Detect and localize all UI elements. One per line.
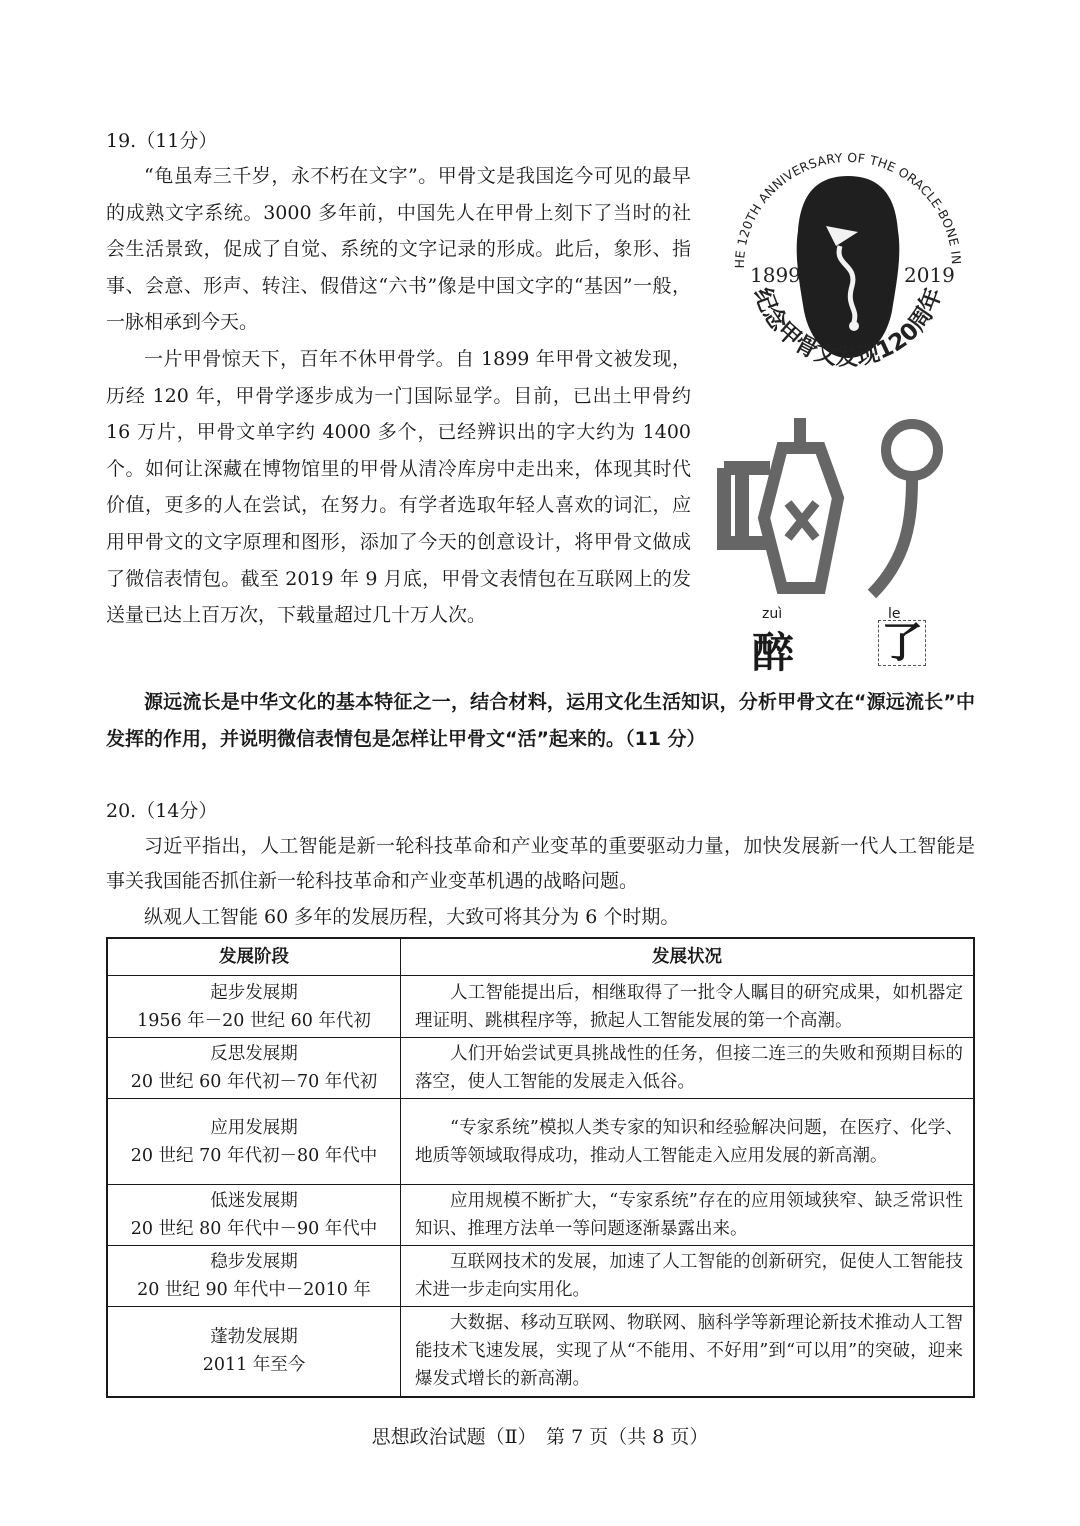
page-footer: 思想政治试题（Ⅱ） 第 7 页（共 8 页） <box>371 1426 709 1448</box>
pinyin-zui: zuì <box>762 606 783 622</box>
header-stage: 发展阶段 <box>107 938 401 976</box>
status-text: 大数据、移动互联网、物联网、脑科学等新理论新技术推动人工智能技术飞速发展，实现了从“不能用、不好用”到“可以用”的突破，迎来爆发式增长的新高潮。 <box>415 1313 963 1390</box>
status-text: “专家系统”模拟人类专家的知识和经验解决问题，在医疗、化学、地质等领域取得成功，推动人工智能走入应用发展的新高潮。 <box>415 1117 963 1166</box>
stage-name: 应用发展期 <box>210 1117 298 1138</box>
seal-cn-text: 纪念甲骨文发现120周年 <box>748 284 948 371</box>
stage-name: 低迷发展期 <box>210 1191 298 1211</box>
stage-cell <box>107 1246 401 1307</box>
stage-cell <box>107 1307 401 1397</box>
table-header-row <box>107 938 974 976</box>
stage-period: 2011 年至今 <box>202 1355 306 1376</box>
question-19-heading: 19.（11分） <box>106 130 218 152</box>
q19-question: 源远流长是中华文化的基本特征之一，结合材料，运用文化生活知识，分析甲骨文在“源远流长”中发挥的作用，并说明微信表情包是怎样让甲骨文“活”起来的。（11 分） <box>106 691 975 750</box>
oracle-glyph-art <box>712 408 972 608</box>
table-row <box>107 976 974 1038</box>
table-row <box>107 1038 974 1099</box>
status-text: 互联网技术的发展，加速了人工智能的创新研究，促使人工智能技术进一步走向实用化。 <box>415 1252 963 1300</box>
q20-paragraph-1: 习近平指出，人工智能是新一轮科技革命和产业变革的重要驱动力量，加快发展新一代人工智能是事关我国能否抓住新一轮科技革命和产业变革机遇的战略问题。 <box>106 835 975 892</box>
commemoration-seal <box>708 136 988 396</box>
seal-year-end: 2019 <box>904 263 955 287</box>
seal-year-start: 1899 <box>750 263 801 287</box>
status-text: 应用规模不断扩大，“专家系统”存在的应用领域狭窄、缺乏常识性知识、推理方法单一等问题逐渐暴露出来。 <box>415 1191 963 1239</box>
status-cell <box>401 1307 975 1397</box>
pinyin-le: le <box>888 606 901 622</box>
stage-cell <box>107 976 401 1038</box>
q20-paragraph-2: 纵观人工智能 60 多年的发展历程，大致可将其分为 6 个时期。 <box>144 906 680 928</box>
stage-period: 20 世纪 80 年代中－90 年代中 <box>130 1219 378 1239</box>
stage-period: 20 世纪 70 年代初－80 年代中 <box>130 1145 378 1166</box>
q19-paragraph-1: “龟虽寿三千岁，永不朽在文字”。甲骨文是我国迄今可见的最早的成熟文字系统。3000 多年前，中国先人在甲骨上刻下了当时的社会生活景致，促成了自觉、系统的文字记录的形成。此后，象形、指事、会意、形声、转注、假借这“六书”像是中国文字的“基因”一般，一脉相承到今天。 <box>106 165 691 334</box>
status-cell <box>401 1099 975 1185</box>
status-cell <box>401 1185 975 1246</box>
status-cell <box>401 1246 975 1307</box>
oracle-emoji-illustration <box>712 408 972 678</box>
ai-development-table <box>106 937 975 1398</box>
table-row <box>107 1185 974 1246</box>
table-row <box>107 1099 974 1185</box>
status-text: 人们开始尝试更具挑战性的任务，但接二连三的失败和预期目标的落空，使人工智能的发展走入低谷。 <box>415 1044 963 1092</box>
stage-period: 20 世纪 90 年代中－2010 年 <box>137 1280 371 1300</box>
q19-paragraph-2: 一片甲骨惊天下，百年不休甲骨学。自 1899 年甲骨文被发现，历经 120 年，甲骨学逐步成为一门国际显学。目前，已出土甲骨约 16 万片，甲骨文单字约 4000 多个，已经辨识出的字大约为 1400 个。如何让深藏在博物馆里的甲骨从清冷库房中走出来，体现其时代价值，更多的人在尝试，在努力。有学者选取年轻人喜欢的词汇，应用甲骨文的文字原理和图形，添加了今天的创意设计，将甲骨文做成了微信表情包。截至 2019 年 9 月底，甲骨文表情包在互联网上的发送量已达上百万次，下载量超过几十万人次。 <box>106 348 691 627</box>
stage-cell <box>107 1099 401 1185</box>
table-row <box>107 1246 974 1307</box>
table-row <box>107 1307 974 1397</box>
stage-name: 蓬勃发展期 <box>210 1327 298 1348</box>
seal-arc-text: HE 120TH ANNIVERSARY OF THE ORACLE-BONE IN <box>731 149 965 269</box>
char-le: 了 <box>878 620 926 666</box>
header-status: 发展状况 <box>401 938 975 976</box>
stage-name: 反思发展期 <box>210 1044 298 1064</box>
status-cell <box>401 1038 975 1099</box>
status-cell <box>401 976 975 1038</box>
stage-cell <box>107 1038 401 1099</box>
stage-period: 20 世纪 60 年代初－70 年代初 <box>130 1072 378 1092</box>
stage-name: 起步发展期 <box>210 982 298 1003</box>
stage-period: 1956 年－20 世纪 60 年代初 <box>137 1010 371 1031</box>
char-zui: 醉 <box>752 628 795 677</box>
question-20-heading: 20.（14分） <box>106 800 218 822</box>
stage-name: 稳步发展期 <box>210 1252 298 1272</box>
status-text: 人工智能提出后，相继取得了一批令人瞩目的研究成果，如机器定理证明、跳棋程序等，掀起人工智能发展的第一个高潮。 <box>415 982 963 1031</box>
stage-cell <box>107 1185 401 1246</box>
